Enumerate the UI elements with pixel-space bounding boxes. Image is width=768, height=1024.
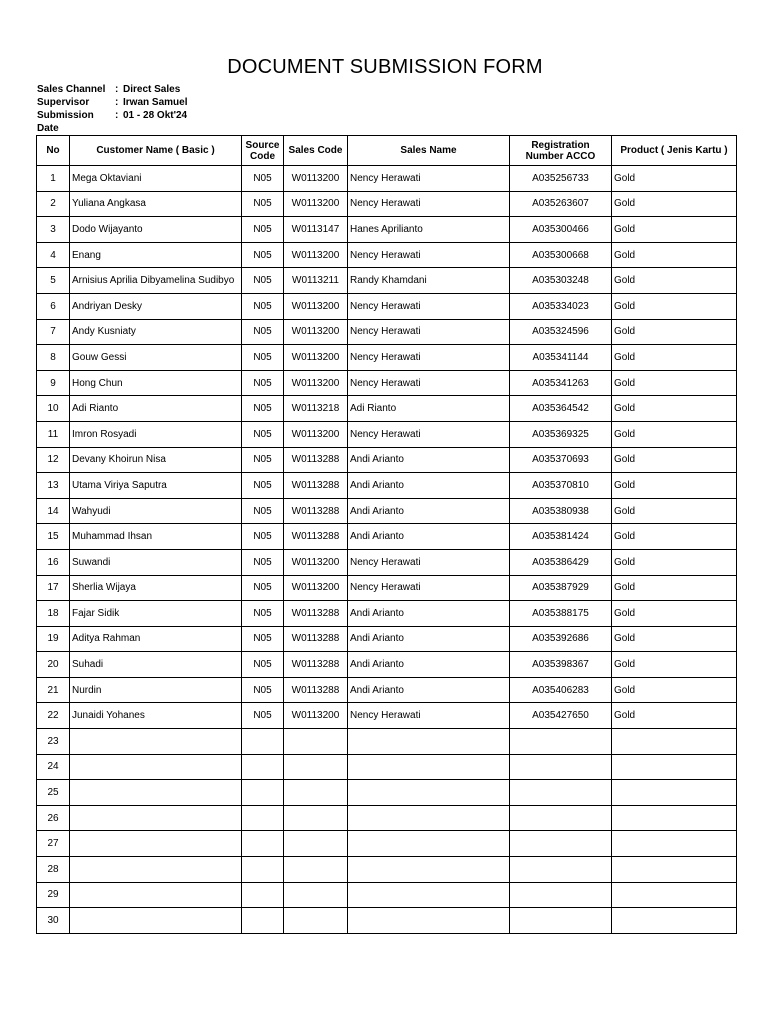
- cell-registration-number: A035364542: [510, 396, 612, 422]
- cell-product: Gold: [612, 498, 737, 524]
- table-row: [37, 882, 737, 908]
- cell-sales-name: [348, 805, 510, 831]
- table-row: [37, 626, 737, 652]
- cell-sales-code: W0113200: [284, 703, 348, 729]
- cell-source-code: N05: [242, 703, 284, 729]
- header-sales-name: Sales Name: [348, 136, 510, 166]
- cell-sales-code: [284, 857, 348, 883]
- cell-product: Gold: [612, 293, 737, 319]
- cell-sales-code: W0113200: [284, 575, 348, 601]
- submission-table: [36, 135, 737, 934]
- cell-sales-name: [348, 857, 510, 883]
- cell-registration-number: [510, 908, 612, 934]
- cell-registration-number: A035263607: [510, 191, 612, 217]
- cell-no: 26: [37, 805, 70, 831]
- cell-no: 25: [37, 780, 70, 806]
- cell-sales-name: [348, 729, 510, 755]
- cell-customer-name: [70, 908, 242, 934]
- cell-source-code: N05: [242, 549, 284, 575]
- cell-no: 27: [37, 831, 70, 857]
- cell-sales-name: Nency Herawati: [348, 549, 510, 575]
- cell-product: Gold: [612, 549, 737, 575]
- cell-product: Gold: [612, 396, 737, 422]
- header-source-code: Source Code: [242, 136, 284, 166]
- cell-product: Gold: [612, 242, 737, 268]
- cell-sales-name: Nency Herawati: [348, 421, 510, 447]
- cell-source-code: N05: [242, 242, 284, 268]
- cell-source-code: N05: [242, 421, 284, 447]
- cell-no: 23: [37, 729, 70, 755]
- table-row: [37, 447, 737, 473]
- cell-source-code: [242, 831, 284, 857]
- cell-no: 2: [37, 191, 70, 217]
- cell-sales-name: Andi Arianto: [348, 447, 510, 473]
- cell-product: Gold: [612, 370, 737, 396]
- cell-source-code: N05: [242, 166, 284, 192]
- table-row: [37, 703, 737, 729]
- cell-source-code: [242, 780, 284, 806]
- table-row: [37, 857, 737, 883]
- cell-sales-code: W0113288: [284, 626, 348, 652]
- meta-label: Submission Date: [37, 110, 94, 134]
- cell-sales-name: Nency Herawati: [348, 191, 510, 217]
- cell-customer-name: [70, 729, 242, 755]
- cell-product: [612, 908, 737, 934]
- cell-product: Gold: [612, 447, 737, 473]
- cell-no: 28: [37, 857, 70, 883]
- table-row: [37, 191, 737, 217]
- cell-sales-name: Andi Arianto: [348, 473, 510, 499]
- cell-no: 5: [37, 268, 70, 294]
- cell-source-code: N05: [242, 293, 284, 319]
- cell-registration-number: A035398367: [510, 652, 612, 678]
- cell-customer-name: Fajar Sidik: [70, 601, 242, 627]
- cell-source-code: N05: [242, 345, 284, 371]
- cell-no: 21: [37, 677, 70, 703]
- table-row: [37, 652, 737, 678]
- cell-registration-number: A035303248: [510, 268, 612, 294]
- cell-sales-code: W0113200: [284, 549, 348, 575]
- cell-registration-number: [510, 780, 612, 806]
- cell-registration-number: A035341263: [510, 370, 612, 396]
- cell-no: 7: [37, 319, 70, 345]
- cell-source-code: N05: [242, 652, 284, 678]
- table-row: [37, 242, 737, 268]
- table-row: [37, 729, 737, 755]
- header-product: Product ( Jenis Kartu ): [612, 136, 737, 166]
- cell-customer-name: Imron Rosyadi: [70, 421, 242, 447]
- cell-sales-code: W0113200: [284, 166, 348, 192]
- meta-value: 01 - 28 Okt'24: [123, 110, 188, 121]
- cell-sales-name: Nency Herawati: [348, 345, 510, 371]
- cell-customer-name: Muhammad Ihsan: [70, 524, 242, 550]
- cell-sales-code: [284, 908, 348, 934]
- cell-product: Gold: [612, 217, 737, 243]
- cell-sales-name: Andi Arianto: [348, 524, 510, 550]
- cell-sales-name: Nency Herawati: [348, 166, 510, 192]
- cell-registration-number: A035341144: [510, 345, 612, 371]
- cell-customer-name: Adi Rianto: [70, 396, 242, 422]
- cell-registration-number: A035386429: [510, 549, 612, 575]
- cell-sales-code: [284, 831, 348, 857]
- table-row: [37, 345, 737, 371]
- cell-product: Gold: [612, 703, 737, 729]
- cell-sales-name: Hanes Aprilianto: [348, 217, 510, 243]
- cell-source-code: N05: [242, 677, 284, 703]
- cell-sales-name: Nency Herawati: [348, 242, 510, 268]
- table-row: [37, 370, 737, 396]
- table-row: [37, 601, 737, 627]
- table-body: [37, 166, 737, 934]
- cell-customer-name: Suwandi: [70, 549, 242, 575]
- cell-product: [612, 805, 737, 831]
- cell-source-code: N05: [242, 524, 284, 550]
- table-row: [37, 268, 737, 294]
- cell-source-code: N05: [242, 626, 284, 652]
- table-row: [37, 754, 737, 780]
- cell-sales-name: [348, 908, 510, 934]
- cell-no: 10: [37, 396, 70, 422]
- table-row: [37, 293, 737, 319]
- meta-supervisor: [37, 96, 187, 109]
- meta-value: Irwan Samuel: [123, 97, 188, 108]
- cell-source-code: [242, 754, 284, 780]
- cell-customer-name: Utama Viriya Saputra: [70, 473, 242, 499]
- cell-sales-code: [284, 805, 348, 831]
- cell-customer-name: Junaidi Yohanes: [70, 703, 242, 729]
- meta-submission-date: [37, 109, 188, 134]
- cell-product: [612, 882, 737, 908]
- cell-product: Gold: [612, 601, 737, 627]
- cell-sales-code: W0113288: [284, 677, 348, 703]
- cell-sales-name: Nency Herawati: [348, 319, 510, 345]
- cell-product: Gold: [612, 345, 737, 371]
- cell-source-code: N05: [242, 191, 284, 217]
- cell-sales-code: W0113288: [284, 601, 348, 627]
- cell-source-code: [242, 908, 284, 934]
- cell-registration-number: A035392686: [510, 626, 612, 652]
- table-row: [37, 217, 737, 243]
- cell-customer-name: Sherlia Wijaya: [70, 575, 242, 601]
- cell-registration-number: A035334023: [510, 293, 612, 319]
- cell-no: 14: [37, 498, 70, 524]
- header-customer-name: Customer Name ( Basic ): [70, 136, 242, 166]
- cell-no: 8: [37, 345, 70, 371]
- meta-separator: :: [115, 97, 119, 108]
- cell-sales-name: Andi Arianto: [348, 498, 510, 524]
- cell-product: [612, 831, 737, 857]
- cell-customer-name: Enang: [70, 242, 242, 268]
- cell-registration-number: [510, 805, 612, 831]
- meta-sales-channel: [37, 83, 187, 96]
- cell-customer-name: Mega Oktaviani: [70, 166, 242, 192]
- cell-customer-name: Arnisius Aprilia Dibyamelina Sudibyo: [70, 268, 242, 294]
- cell-registration-number: A035406283: [510, 677, 612, 703]
- cell-source-code: N05: [242, 447, 284, 473]
- meta-label: Sales Channel: [37, 84, 106, 95]
- cell-sales-name: Randy Khamdani: [348, 268, 510, 294]
- cell-source-code: N05: [242, 319, 284, 345]
- cell-registration-number: A035388175: [510, 601, 612, 627]
- cell-no: 19: [37, 626, 70, 652]
- cell-no: 30: [37, 908, 70, 934]
- cell-sales-name: [348, 831, 510, 857]
- cell-customer-name: Suhadi: [70, 652, 242, 678]
- table-header-row: [37, 136, 737, 166]
- cell-customer-name: Wahyudi: [70, 498, 242, 524]
- cell-sales-code: W0113288: [284, 524, 348, 550]
- cell-source-code: [242, 882, 284, 908]
- cell-no: 16: [37, 549, 70, 575]
- cell-sales-code: W0113288: [284, 652, 348, 678]
- cell-sales-code: [284, 780, 348, 806]
- cell-no: 13: [37, 473, 70, 499]
- cell-no: 24: [37, 754, 70, 780]
- cell-registration-number: [510, 882, 612, 908]
- cell-customer-name: Dodo Wijayanto: [70, 217, 242, 243]
- cell-sales-name: [348, 754, 510, 780]
- cell-sales-code: W0113200: [284, 242, 348, 268]
- cell-customer-name: [70, 805, 242, 831]
- cell-sales-name: Andi Arianto: [348, 626, 510, 652]
- cell-product: [612, 857, 737, 883]
- table-row: [37, 908, 737, 934]
- meta-separator: :: [115, 110, 119, 121]
- cell-registration-number: A035370693: [510, 447, 612, 473]
- cell-registration-number: A035387929: [510, 575, 612, 601]
- cell-source-code: N05: [242, 217, 284, 243]
- cell-customer-name: [70, 754, 242, 780]
- table-row: [37, 549, 737, 575]
- cell-no: 18: [37, 601, 70, 627]
- cell-customer-name: [70, 780, 242, 806]
- cell-sales-name: Andi Arianto: [348, 652, 510, 678]
- cell-customer-name: [70, 857, 242, 883]
- cell-source-code: N05: [242, 498, 284, 524]
- cell-sales-code: W0113211: [284, 268, 348, 294]
- cell-no: 15: [37, 524, 70, 550]
- cell-sales-name: Nency Herawati: [348, 370, 510, 396]
- cell-sales-name: [348, 882, 510, 908]
- cell-product: Gold: [612, 626, 737, 652]
- table-row: [37, 166, 737, 192]
- cell-source-code: [242, 857, 284, 883]
- cell-registration-number: A035256733: [510, 166, 612, 192]
- header-no: No: [37, 136, 70, 166]
- table-row: [37, 473, 737, 499]
- cell-source-code: N05: [242, 575, 284, 601]
- cell-product: Gold: [612, 421, 737, 447]
- cell-registration-number: A035427650: [510, 703, 612, 729]
- cell-no: 17: [37, 575, 70, 601]
- cell-registration-number: A035300668: [510, 242, 612, 268]
- cell-no: 12: [37, 447, 70, 473]
- cell-sales-name: Nency Herawati: [348, 293, 510, 319]
- cell-registration-number: [510, 831, 612, 857]
- meta-value: Direct Sales: [123, 84, 181, 95]
- table-row: [37, 780, 737, 806]
- cell-registration-number: A035380938: [510, 498, 612, 524]
- cell-sales-code: W0113200: [284, 345, 348, 371]
- cell-registration-number: A035381424: [510, 524, 612, 550]
- cell-customer-name: Andy Kusniaty: [70, 319, 242, 345]
- cell-no: 29: [37, 882, 70, 908]
- cell-sales-code: [284, 882, 348, 908]
- cell-sales-code: W0113200: [284, 191, 348, 217]
- table-row: [37, 421, 737, 447]
- cell-sales-code: W0113147: [284, 217, 348, 243]
- cell-product: Gold: [612, 268, 737, 294]
- form-title: DOCUMENT SUBMISSION FORM: [227, 56, 543, 78]
- cell-sales-code: W0113288: [284, 498, 348, 524]
- table-row: [37, 805, 737, 831]
- cell-sales-name: Nency Herawati: [348, 703, 510, 729]
- cell-sales-name: [348, 780, 510, 806]
- meta-separator: :: [115, 84, 119, 95]
- cell-sales-code: W0113200: [284, 319, 348, 345]
- table-row: [37, 524, 737, 550]
- cell-customer-name: Nurdin: [70, 677, 242, 703]
- cell-source-code: [242, 729, 284, 755]
- cell-source-code: N05: [242, 601, 284, 627]
- cell-sales-code: W0113288: [284, 473, 348, 499]
- cell-source-code: N05: [242, 473, 284, 499]
- table-row: [37, 319, 737, 345]
- cell-product: Gold: [612, 166, 737, 192]
- cell-product: [612, 780, 737, 806]
- cell-product: [612, 754, 737, 780]
- cell-source-code: N05: [242, 268, 284, 294]
- cell-sales-code: W0113200: [284, 421, 348, 447]
- form-meta: [37, 83, 188, 134]
- cell-registration-number: [510, 754, 612, 780]
- cell-no: 9: [37, 370, 70, 396]
- table-row: [37, 396, 737, 422]
- cell-sales-name: Nency Herawati: [348, 575, 510, 601]
- cell-product: Gold: [612, 319, 737, 345]
- cell-source-code: [242, 805, 284, 831]
- cell-registration-number: [510, 729, 612, 755]
- cell-sales-name: Andi Arianto: [348, 677, 510, 703]
- cell-customer-name: Andriyan Desky: [70, 293, 242, 319]
- cell-no: 22: [37, 703, 70, 729]
- cell-product: Gold: [612, 524, 737, 550]
- cell-no: 6: [37, 293, 70, 319]
- cell-sales-code: W0113200: [284, 370, 348, 396]
- cell-registration-number: A035300466: [510, 217, 612, 243]
- cell-registration-number: A035370810: [510, 473, 612, 499]
- cell-customer-name: [70, 831, 242, 857]
- cell-source-code: N05: [242, 370, 284, 396]
- table-row: [37, 677, 737, 703]
- cell-customer-name: Devany Khoirun Nisa: [70, 447, 242, 473]
- cell-product: Gold: [612, 677, 737, 703]
- cell-no: 20: [37, 652, 70, 678]
- cell-customer-name: Yuliana Angkasa: [70, 191, 242, 217]
- cell-no: 11: [37, 421, 70, 447]
- cell-product: Gold: [612, 191, 737, 217]
- cell-customer-name: Gouw Gessi: [70, 345, 242, 371]
- cell-customer-name: Aditya Rahman: [70, 626, 242, 652]
- cell-no: 4: [37, 242, 70, 268]
- cell-sales-code: [284, 729, 348, 755]
- cell-customer-name: [70, 882, 242, 908]
- cell-customer-name: Hong Chun: [70, 370, 242, 396]
- table-row: [37, 575, 737, 601]
- cell-sales-code: W0113218: [284, 396, 348, 422]
- cell-sales-name: Andi Arianto: [348, 601, 510, 627]
- header-sales-code: Sales Code: [284, 136, 348, 166]
- cell-source-code: N05: [242, 396, 284, 422]
- cell-product: [612, 729, 737, 755]
- cell-registration-number: [510, 857, 612, 883]
- cell-registration-number: A035369325: [510, 421, 612, 447]
- cell-no: 1: [37, 166, 70, 192]
- cell-product: Gold: [612, 473, 737, 499]
- cell-sales-code: W0113200: [284, 293, 348, 319]
- cell-product: Gold: [612, 652, 737, 678]
- cell-sales-code: W0113288: [284, 447, 348, 473]
- cell-sales-code: [284, 754, 348, 780]
- cell-product: Gold: [612, 575, 737, 601]
- cell-sales-name: Adi Rianto: [348, 396, 510, 422]
- table-row: [37, 831, 737, 857]
- table-row: [37, 498, 737, 524]
- cell-no: 3: [37, 217, 70, 243]
- cell-registration-number: A035324596: [510, 319, 612, 345]
- header-registration-number: Registration Number ACCO: [510, 136, 612, 166]
- meta-label: Supervisor: [37, 97, 90, 108]
